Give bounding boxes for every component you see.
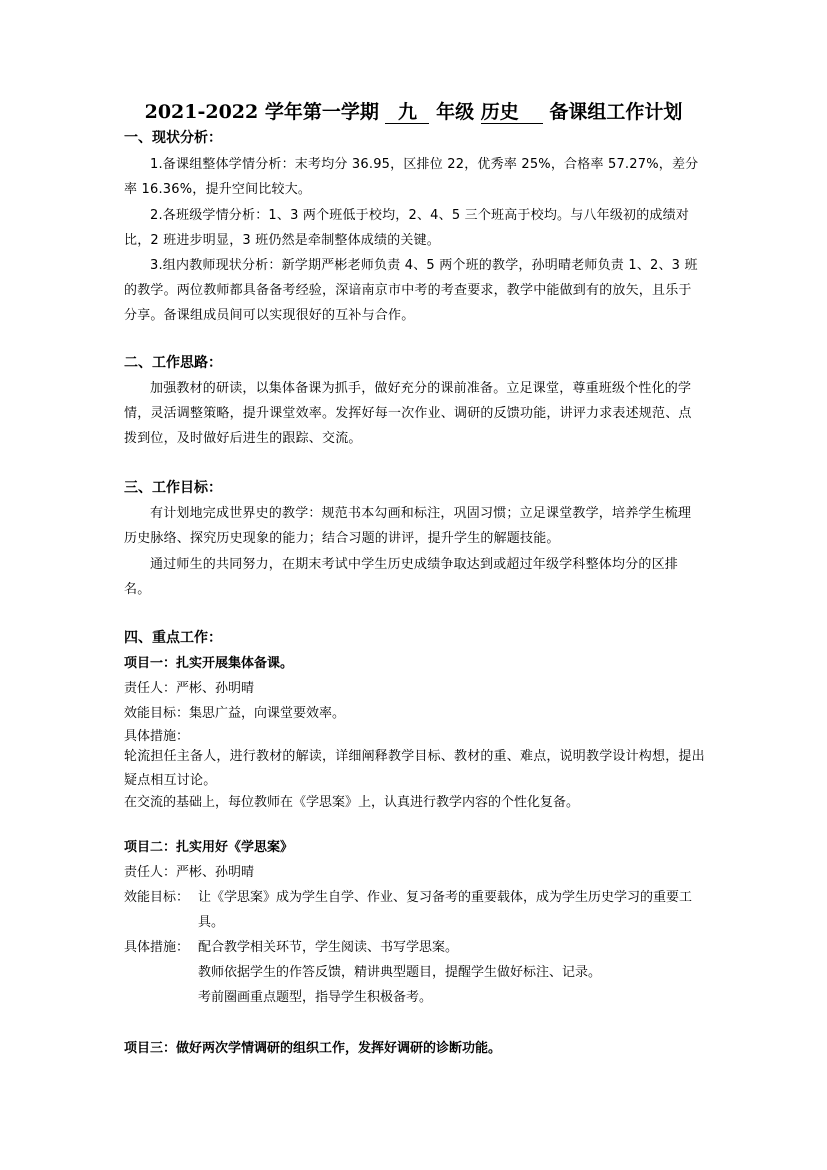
item1-owner: 责任人：严彬、孙明晴 [124,681,255,696]
title-prefix: 2021-2022 学年第一学期 [144,101,379,123]
item2-measure-1: 配合教学相关环节，学生阅读、书写学思案。 [198,940,459,955]
item2-goal-text: 让《学思案》成为学生自学、作业、复习备考的重要载体，成为学生历史学习的重要工具。 [198,890,693,930]
item1-measure-1: 轮流担任主备人，进行教材的解读，详细阐释教学目标、教材的重、难点，说明教学设计构想，提出疑点相互讨论。 [124,749,705,788]
section3-heading: 三、工作目标： [124,480,222,496]
document-title [0,98,827,126]
section3-paragraph-2: 通过师生的共同努力，在期末考试中学生历史成绩争取达到或超过年级学科整体均分的区排名。 [124,557,679,597]
section1-heading: 一、现状分析： [124,130,222,146]
item3-title: 项目三：做好两次学情调研的组织工作，发挥好调研的诊断功能。 [124,1041,502,1056]
section1-paragraph-1: 1.备课组整体学情分析：末考均分 36.95，区排位 22，优秀率 25%，合格率 57.27%，差分率 16.36%，提升空间比较大。 [124,157,699,197]
item2-title: 项目二：扎实用好《学思案》 [124,840,294,855]
item2-measures [124,935,709,1010]
title-grade: 九 [385,101,429,124]
section2-heading: 二、工作思路： [124,355,222,371]
title-suffix: 备课组工作计划 [549,101,683,123]
item2-measure-3: 考前圈画重点题型，指导学生积极备考。 [198,990,433,1005]
item1-measure-2: 在交流的基础上，每位教师在《学思案》上，认真进行教学内容的个性化复备。 [124,795,580,810]
section1-paragraph-3: 3.组内教师现状分析：新学期严彬老师负责 4、5 两个班的教学，孙明晴老师负责 1、2、3 班的教学。两位教师都具备备考经验，深谙南京市中考的考查要求，教学中能做到有的放矢，且乐于分享。备课组成员间可以实现很好的互补与合作。 [124,258,698,323]
item1-goal: 效能目标：集思广益，向课堂要效率。 [124,706,346,721]
item2-owner: 责任人：严彬、孙明晴 [124,865,255,880]
item2-measures-label: 具体措施： [124,940,190,955]
title-grade-suffix: 年级 [436,101,475,123]
item1-measures-label: 具体措施： [124,729,190,744]
item1-title: 项目一：扎实开展集体备课。 [124,656,294,671]
title-subject: 历史 [481,101,543,124]
item2-goal [124,885,709,935]
section3-paragraph-1: 有计划地完成世界史的教学：规范书本勾画和标注，巩固习惯；立足课堂教学，培养学生梳理历史脉络、探究历史现象的能力；结合习题的讲评，提升学生的解题技能。 [124,506,692,546]
section1-paragraph-2: 2.各班级学情分析：1、3 两个班低于校均，2、4、5 三个班高于校均。与八年级初的成绩对比，2 班进步明显，3 班仍然是牵制整体成绩的关键。 [124,208,690,248]
item2-goal-label: 效能目标： [124,890,190,905]
section2-paragraph-1: 加强教材的研读，以集体备课为抓手，做好充分的课前准备。立足课堂，尊重班级个性化的学情，灵活调整策略，提升课堂效率。发挥好每一次作业、调研的反馈功能，讲评力求表述规范、点拨到位，及时做好后进生的跟踪、交流。 [124,381,692,446]
section4-heading: 四、重点工作： [124,630,222,646]
item2-measure-2: 教师依据学生的作答反馈，精讲典型题目，提醒学生做好标注、记录。 [198,965,602,980]
